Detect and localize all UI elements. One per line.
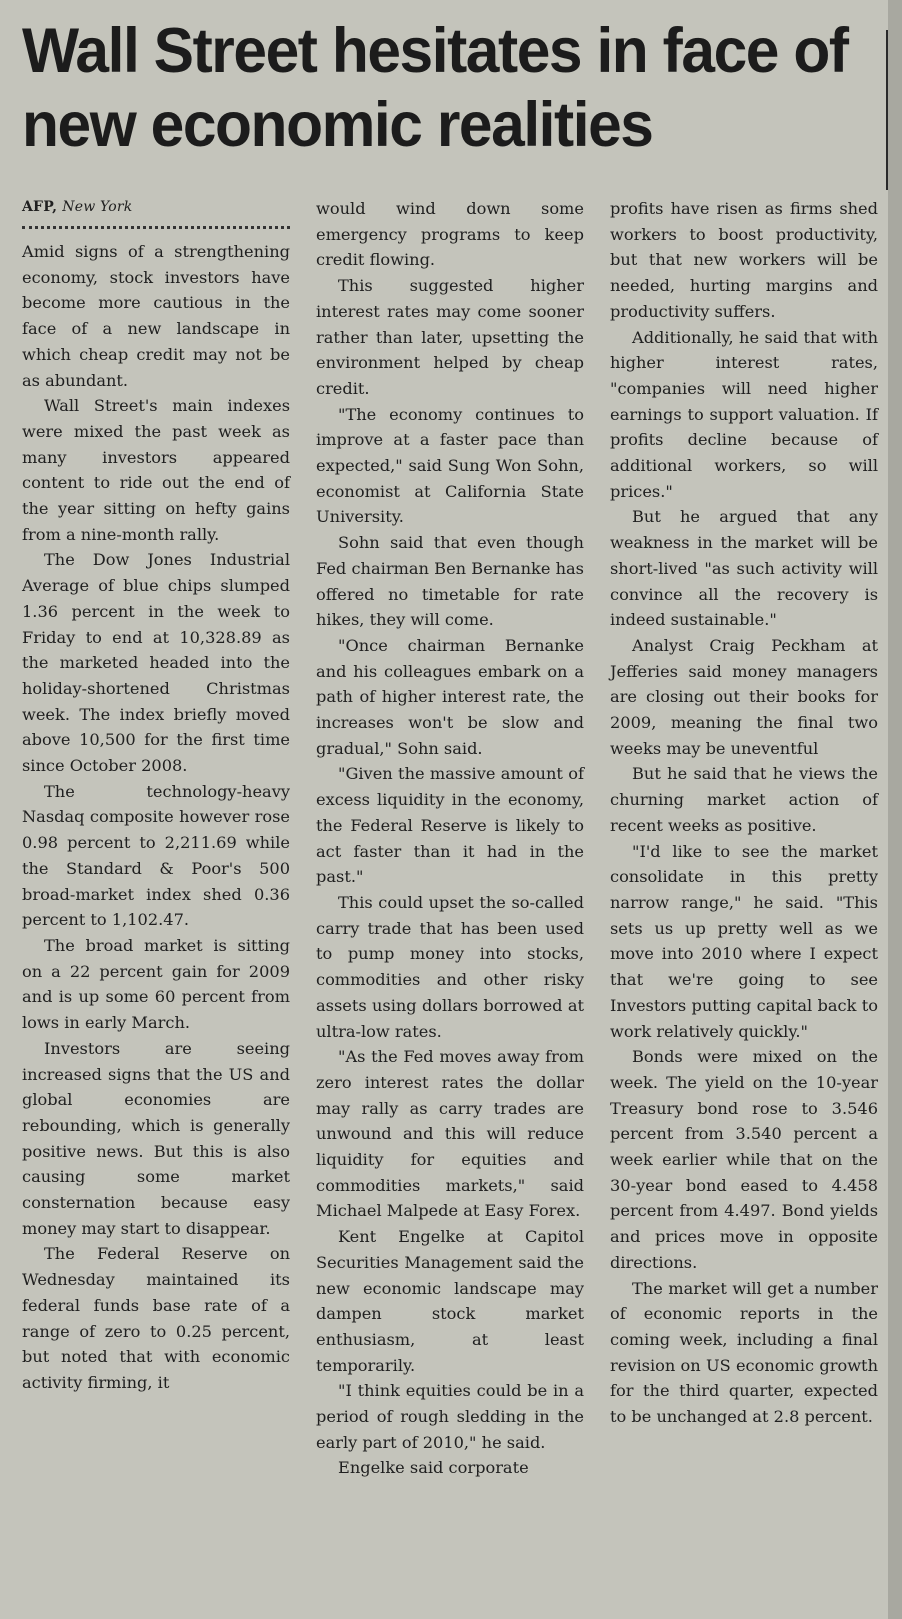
page-edge-shadow — [888, 0, 902, 1619]
paragraph: "As the Fed moves away from zero interest rates the dollar may rally as carry trades are unwound and this will reduce liquidity for equities and commodities markets," said Michael Malpede at Easy Forex. — [316, 1047, 584, 1221]
byline-agency: AFP — [22, 199, 53, 215]
paragraph: Engelke said corporate — [338, 1458, 529, 1478]
paragraph: The broad market is sitting on a 22 percent gain for 2009 and is up some 60 percent from lows in early March. — [22, 935, 290, 1033]
paragraph: profits have risen as firms shed workers to boost productivity, but that new workers will be needed, hurting margins and productivity suffers. — [610, 199, 878, 321]
paragraph: The market will get a number of economic reports in the coming week, including a final revision on US economic growth for the third quarter, expected to be unchanged at 2.8 percent. — [610, 1278, 878, 1427]
byline-place: New York — [62, 199, 133, 215]
headline: Wall Street hesitates in face of new economic realities — [22, 16, 848, 160]
paragraph: Kent Engelke at Capitol Securities Management said the new economic landscape may dampen stock market enthusiasm, at least temporarily. — [316, 1227, 584, 1375]
paragraph: The technology-heavy Nasdaq composite however rose 0.98 percent to 2,211.69 while the Standard & Poor's 500 broad-market index shed 0.36 percent to 1,102.47. — [22, 781, 290, 930]
paragraph: would wind down some emergency programs to keep credit flowing. — [316, 199, 584, 270]
paragraph: "I think equities could be in a period of rough sledding in the early part of 2010," he said. — [316, 1381, 584, 1452]
paragraph: Additionally, he said that with higher interest rates, "companies will need higher earnings to support valuation. If profits decline because of additional workers, so will prices." — [610, 327, 878, 501]
paragraph: "The economy continues to improve at a faster pace than expected," said Sung Won Sohn, economist at California State University. — [316, 404, 584, 527]
dateline: AFP, New York — [22, 199, 133, 215]
paragraph: Sohn said that even though Fed chairman Ben Bernanke has offered no timetable for rate hikes, they will come. — [316, 533, 584, 630]
paragraph: This suggested higher interest rates may come sooner rather than later, upsetting the environment helped by cheap credit. — [316, 276, 584, 398]
paragraph: Wall Street's main indexes were mixed the past week as many investors appeared content to ride out the end of the year sitting on hefty gains from a nine-month rally. — [22, 396, 290, 544]
paragraph: The Federal Reserve on Wednesday maintained its federal funds base rate of a range of zero to 0.25 percent, but noted that with economic activity firming, it — [22, 1244, 290, 1392]
paragraph: This could upset the so-called carry trade that has been used to pump money into stocks, commodities and other risky assets using dollars borrowed at ultra-low rates. — [316, 892, 584, 1041]
paragraph: Analyst Craig Peckham at Jefferies said money managers are closing out their books for 2009, meaning the final two weeks may be uneventful — [610, 635, 878, 758]
paragraph: Bonds were mixed on the week. The yield on the 10-year Treasury bond rose to 3.546 percent from 3.540 percent a week earlier while that on the 30-year bond eased to 4.458 percent from 4.497. Bond yields and prices move in opposite directions. — [610, 1047, 878, 1272]
article-column-3 — [610, 196, 878, 1481]
article-column-1 — [22, 196, 290, 1481]
column-rule — [886, 30, 888, 190]
paragraph: Amid signs of a strengthening economy, stock investors have become more cautious in the face of a new landscape in which cheap credit may not be as abundant. — [22, 242, 290, 390]
paragraph: The Dow Jones Industrial Average of blue chips slumped 1.36 percent in the week to Friday to end at 10,328.89 as the marketed headed into the holiday-shortened Christmas week. The index briefly moved above 10,500 for the first time since October 2008. — [22, 550, 290, 776]
paragraph: But he argued that any weakness in the market will be short-lived "as such activity will convince all the recovery is indeed sustainable." — [610, 507, 878, 630]
article-body — [22, 196, 884, 1481]
article-column-2 — [316, 196, 584, 1481]
paragraph: "Given the massive amount of excess liquidity in the economy, the Federal Reserve is likely to act faster than it had in the past." — [316, 764, 584, 887]
paragraph: But he said that he views the churning market action of recent weeks as positive. — [610, 764, 878, 835]
paragraph: Investors are seeing increased signs that the US and global economies are rebounding, which is generally positive news. But this is also causing some market consternation because easy money may start to disappear. — [22, 1038, 290, 1238]
paragraph: "Once chairman Bernanke and his colleagues embark on a path of higher interest rate, the increases won't be slow and gradual," Sohn said. — [316, 635, 584, 758]
paragraph: "I'd like to see the market consolidate in this pretty narrow range," he said. "This sets us up pretty well as we move into 2010 where I expect that we're going to see Investors putting capital back to work relatively quickly." — [610, 841, 878, 1041]
dotted-divider — [22, 222, 290, 229]
